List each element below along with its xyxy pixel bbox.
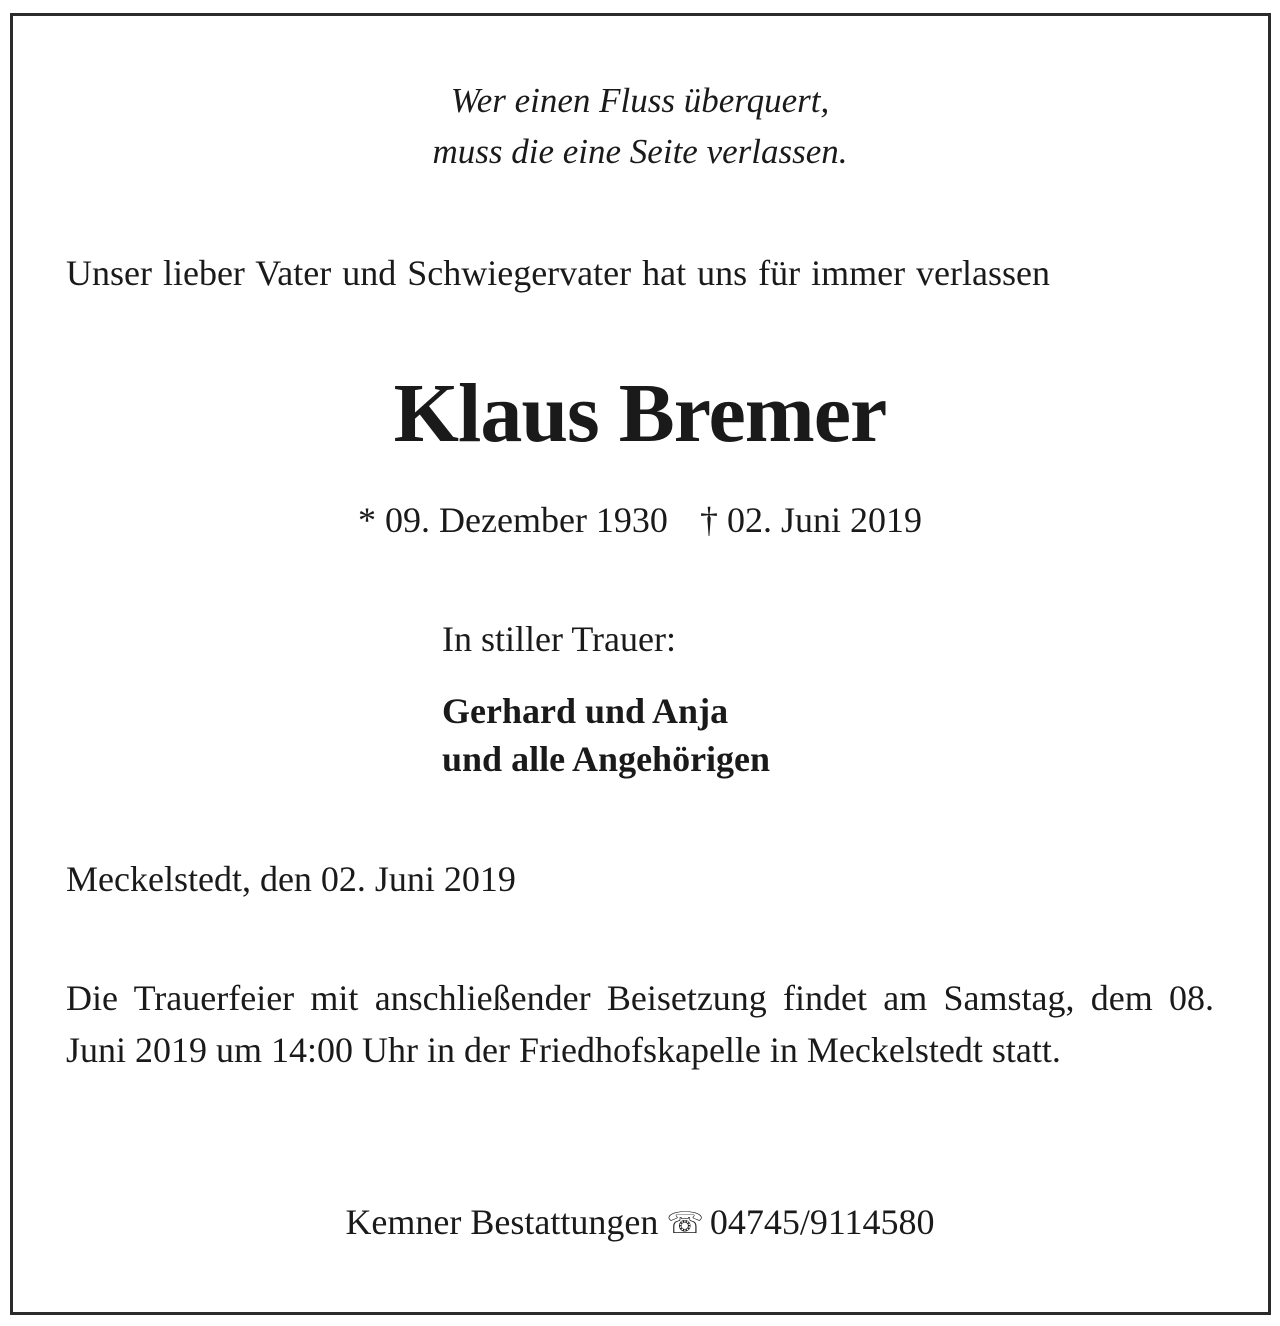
place-date: Meckelstedt, den 02. Juni 2019: [66, 859, 516, 899]
undertaker-line: [0, 1197, 1280, 1249]
intro-text: Unser lieber Vater und Schwiegervater hat uns für immer verlassen: [66, 253, 1051, 293]
quote-line-2: muss die eine Seite verlassen.: [432, 132, 848, 171]
service-info: Die Trauerfeier mit anschließender Beisetzung findet am Samstag, dem 08. Juni 2019 um 14:00 Uhr in der Friedhofskapelle in Meckelstedt statt.: [66, 978, 1214, 1070]
mourners-heading: In stiller Trauer:: [442, 619, 676, 659]
life-dates: [0, 495, 1280, 545]
deceased-name: Klaus Bremer: [393, 367, 887, 460]
mourners-line-2: und alle Angehörigen: [442, 739, 771, 779]
birth-date: * 09. Dezember 1930: [358, 500, 668, 540]
notice-frame: [10, 13, 1271, 1315]
death-date: † 02. Juni 2019: [699, 500, 922, 540]
undertaker-name: Kemner Bestattungen: [345, 1202, 659, 1242]
telephone-icon: ☏: [666, 1206, 704, 1241]
undertaker-phone: 04745/9114580: [709, 1202, 935, 1242]
mourners-line-1: Gerhard und Anja: [442, 691, 729, 731]
quote-line-1: Wer einen Fluss überquert,: [450, 81, 830, 120]
